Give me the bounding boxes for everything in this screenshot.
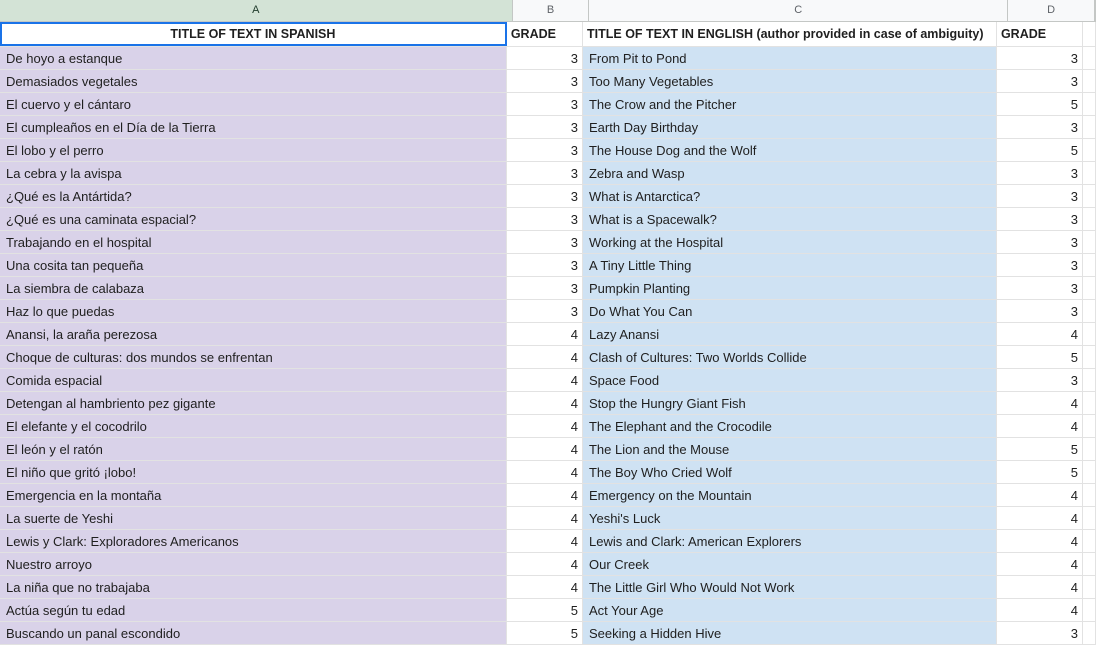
cell-empty[interactable]	[1083, 484, 1096, 506]
table-row	[0, 576, 1096, 599]
cell-spanish-title[interactable]: Trabajando en el hospital	[0, 231, 507, 253]
cell-spanish-title[interactable]: De hoyo a estanque	[0, 47, 507, 69]
table-row	[0, 346, 1096, 369]
cell-english-title[interactable]: What is a Spacewalk?	[583, 208, 997, 230]
cell-spanish-title[interactable]: Detengan al hambriento pez gigante	[0, 392, 507, 414]
cell-english-title[interactable]: Too Many Vegetables	[583, 70, 997, 92]
cell-empty[interactable]	[1083, 47, 1096, 69]
cell-english-title[interactable]: Pumpkin Planting	[583, 277, 997, 299]
table-row	[0, 438, 1096, 461]
cell-spanish-grade[interactable]: 4	[507, 323, 583, 345]
cell-english-title[interactable]: A Tiny Little Thing	[583, 254, 997, 276]
cell-grid	[0, 22, 1096, 645]
cell-english-grade[interactable]: 3	[997, 162, 1083, 184]
cell-english-title[interactable]: The Lion and the Mouse	[583, 438, 997, 460]
table-row	[0, 277, 1096, 300]
cell-english-title[interactable]: What is Antarctica?	[583, 185, 997, 207]
cell-english-title[interactable]: Lazy Anansi	[583, 323, 997, 345]
cell-spanish-grade[interactable]: 3	[507, 231, 583, 253]
table-row	[0, 254, 1096, 277]
table-row	[0, 139, 1096, 162]
cell-empty[interactable]	[1083, 254, 1096, 276]
cell-english-title[interactable]: Lewis and Clark: American Explorers	[583, 530, 997, 552]
cell-spanish-title[interactable]: Lewis y Clark: Exploradores Americanos	[0, 530, 507, 552]
cell-spanish-title[interactable]: El león y el ratón	[0, 438, 507, 460]
table-row	[0, 231, 1096, 254]
cell-english-grade[interactable]: 3	[997, 254, 1083, 276]
cell-empty[interactable]	[1083, 70, 1096, 92]
cell-spanish-grade[interactable]: 3	[507, 116, 583, 138]
cell-english-grade[interactable]: 5	[997, 438, 1083, 460]
cell-spanish-grade[interactable]: 4	[507, 438, 583, 460]
cell-spanish-title[interactable]: El cumpleaños en el Día de la Tierra	[0, 116, 507, 138]
cell-english-title[interactable]: The Little Girl Who Would Not Work	[583, 576, 997, 598]
cell-english-grade[interactable]: 4	[997, 553, 1083, 575]
cell-spanish-grade[interactable]: 3	[507, 208, 583, 230]
cell-empty[interactable]	[1083, 461, 1096, 483]
column-header-c[interactable]: C	[589, 0, 1008, 21]
cell-spanish-title[interactable]: Comida espacial	[0, 369, 507, 391]
cell-spanish-title[interactable]: La suerte de Yeshi	[0, 507, 507, 529]
cell-spanish-grade[interactable]: 4	[507, 507, 583, 529]
cell-spanish-grade[interactable]: 4	[507, 415, 583, 437]
cell-spanish-title[interactable]: El niño que gritó ¡lobo!	[0, 461, 507, 483]
cell-english-grade[interactable]: 3	[997, 116, 1083, 138]
cell-english-grade[interactable]: 4	[997, 415, 1083, 437]
cell-english-title[interactable]: The Crow and the Pitcher	[583, 93, 997, 115]
cell-empty[interactable]	[1083, 139, 1096, 161]
cell-spanish-title[interactable]: El lobo y el perro	[0, 139, 507, 161]
cell-spanish-grade[interactable]: 3	[507, 93, 583, 115]
table-row	[0, 208, 1096, 231]
cell-spanish-title[interactable]: La niña que no trabajaba	[0, 576, 507, 598]
cell-spanish-grade[interactable]: 3	[507, 162, 583, 184]
cell-english-title[interactable]: Earth Day Birthday	[583, 116, 997, 138]
cell-english-grade[interactable]: 3	[997, 622, 1083, 644]
cell-english-title[interactable]: Clash of Cultures: Two Worlds Collide	[583, 346, 997, 368]
cell-english-title[interactable]: Our Creek	[583, 553, 997, 575]
cell-spanish-title[interactable]: Actúa según tu edad	[0, 599, 507, 621]
cell-empty[interactable]	[1083, 346, 1096, 368]
cell-empty[interactable]	[1083, 277, 1096, 299]
header-row	[0, 22, 1096, 47]
cell-english-grade[interactable]: 4	[997, 507, 1083, 529]
cell-english-grade[interactable]: 4	[997, 530, 1083, 552]
cell-d1-grade-header[interactable]: GRADE	[997, 22, 1083, 46]
table-row	[0, 415, 1096, 438]
cell-empty[interactable]	[1083, 208, 1096, 230]
cell-english-title[interactable]: Stop the Hungry Giant Fish	[583, 392, 997, 414]
cell-empty[interactable]	[1083, 185, 1096, 207]
table-row	[0, 116, 1096, 139]
cell-spanish-title[interactable]: Nuestro arroyo	[0, 553, 507, 575]
cell-spanish-title[interactable]: Una cosita tan pequeña	[0, 254, 507, 276]
cell-spanish-title[interactable]: El elefante y el cocodrilo	[0, 415, 507, 437]
cell-spanish-grade[interactable]: 4	[507, 553, 583, 575]
cell-spanish-grade[interactable]: 5	[507, 622, 583, 644]
cell-english-grade[interactable]: 3	[997, 47, 1083, 69]
cell-empty[interactable]	[1083, 415, 1096, 437]
cell-english-grade[interactable]: 3	[997, 231, 1083, 253]
cell-english-grade[interactable]: 4	[997, 323, 1083, 345]
cell-english-grade[interactable]: 3	[997, 185, 1083, 207]
column-header-bar	[0, 0, 1096, 22]
cell-spanish-title[interactable]: Buscando un panal escondido	[0, 622, 507, 644]
cell-spanish-grade[interactable]: 4	[507, 392, 583, 414]
table-row	[0, 530, 1096, 553]
cell-spanish-grade[interactable]: 3	[507, 70, 583, 92]
table-row	[0, 300, 1096, 323]
cell-spanish-grade[interactable]: 4	[507, 346, 583, 368]
table-row	[0, 185, 1096, 208]
cell-spanish-grade[interactable]: 3	[507, 139, 583, 161]
cell-empty[interactable]	[1083, 93, 1096, 115]
cell-spanish-grade[interactable]: 5	[507, 599, 583, 621]
cell-spanish-grade[interactable]: 3	[507, 300, 583, 322]
cell-english-grade[interactable]: 3	[997, 300, 1083, 322]
cell-english-grade[interactable]: 3	[997, 208, 1083, 230]
cell-english-grade[interactable]: 4	[997, 599, 1083, 621]
table-row	[0, 369, 1096, 392]
cell-english-title[interactable]: Space Food	[583, 369, 997, 391]
cell-spanish-title[interactable]: Haz lo que puedas	[0, 300, 507, 322]
cell-c1-english-title-header[interactable]: TITLE OF TEXT IN ENGLISH (author provided in case of ambiguity)	[583, 22, 997, 46]
column-header-b[interactable]: B	[513, 0, 590, 21]
table-row	[0, 507, 1096, 530]
table-row	[0, 93, 1096, 116]
cell-spanish-title[interactable]: El cuervo y el cántaro	[0, 93, 507, 115]
table-row	[0, 392, 1096, 415]
cell-empty[interactable]	[1083, 392, 1096, 414]
cell-english-grade[interactable]: 4	[997, 484, 1083, 506]
cell-spanish-title[interactable]: La siembra de calabaza	[0, 277, 507, 299]
cell-english-title[interactable]: Yeshi's Luck	[583, 507, 997, 529]
cell-english-grade[interactable]: 3	[997, 277, 1083, 299]
table-row	[0, 162, 1096, 185]
cell-english-title[interactable]: Zebra and Wasp	[583, 162, 997, 184]
cell-e1[interactable]	[1083, 22, 1096, 46]
cell-english-title[interactable]: The Boy Who Cried Wolf	[583, 461, 997, 483]
cell-empty[interactable]	[1083, 116, 1096, 138]
cell-english-grade[interactable]: 5	[997, 346, 1083, 368]
table-row	[0, 70, 1096, 93]
cell-empty[interactable]	[1083, 162, 1096, 184]
cell-english-title[interactable]: Seeking a Hidden Hive	[583, 622, 997, 644]
cell-english-grade[interactable]: 5	[997, 93, 1083, 115]
cell-spanish-grade[interactable]: 3	[507, 277, 583, 299]
cell-english-grade[interactable]: 4	[997, 392, 1083, 414]
cell-b1-grade-header[interactable]: GRADE	[507, 22, 583, 46]
table-row	[0, 323, 1096, 346]
table-row	[0, 553, 1096, 576]
table-row	[0, 622, 1096, 645]
cell-spanish-title[interactable]: Anansi, la araña perezosa	[0, 323, 507, 345]
cell-spanish-title[interactable]: Choque de culturas: dos mundos se enfrentan	[0, 346, 507, 368]
cell-empty[interactable]	[1083, 231, 1096, 253]
cell-a1-spanish-title-header[interactable]: TITLE OF TEXT IN SPANISH	[0, 22, 507, 46]
cell-empty[interactable]	[1083, 507, 1096, 529]
table-row	[0, 47, 1096, 70]
table-row	[0, 461, 1096, 484]
cell-empty[interactable]	[1083, 553, 1096, 575]
cell-spanish-grade[interactable]: 4	[507, 461, 583, 483]
cell-english-title[interactable]: Emergency on the Mountain	[583, 484, 997, 506]
cell-english-title[interactable]: Act Your Age	[583, 599, 997, 621]
cell-spanish-grade[interactable]: 3	[507, 47, 583, 69]
cell-spanish-title[interactable]: Emergencia en la montaña	[0, 484, 507, 506]
cell-english-title[interactable]: The House Dog and the Wolf	[583, 139, 997, 161]
cell-english-grade[interactable]: 3	[997, 369, 1083, 391]
cell-english-title[interactable]: Do What You Can	[583, 300, 997, 322]
cell-english-grade[interactable]: 3	[997, 70, 1083, 92]
cell-spanish-title[interactable]: ¿Qué es la Antártida?	[0, 185, 507, 207]
cell-spanish-grade[interactable]: 4	[507, 369, 583, 391]
cell-spanish-grade[interactable]: 4	[507, 484, 583, 506]
cell-english-grade[interactable]: 5	[997, 461, 1083, 483]
cell-empty[interactable]	[1083, 300, 1096, 322]
cell-spanish-title[interactable]: Demasiados vegetales	[0, 70, 507, 92]
cell-empty[interactable]	[1083, 622, 1096, 644]
cell-english-grade[interactable]: 4	[997, 576, 1083, 598]
column-header-d[interactable]: D	[1008, 0, 1095, 21]
cell-empty[interactable]	[1083, 530, 1096, 552]
cell-spanish-grade[interactable]: 4	[507, 576, 583, 598]
cell-spanish-grade[interactable]: 4	[507, 530, 583, 552]
table-row	[0, 484, 1096, 507]
cell-english-title[interactable]: From Pit to Pond	[583, 47, 997, 69]
cell-empty[interactable]	[1083, 576, 1096, 598]
table-row	[0, 599, 1096, 622]
cell-spanish-title[interactable]: ¿Qué es una caminata espacial?	[0, 208, 507, 230]
cell-empty[interactable]	[1083, 599, 1096, 621]
column-header-a[interactable]: A	[0, 0, 513, 21]
cell-empty[interactable]	[1083, 438, 1096, 460]
cell-english-title[interactable]: The Elephant and the Crocodile	[583, 415, 997, 437]
cell-english-grade[interactable]: 5	[997, 139, 1083, 161]
cell-empty[interactable]	[1083, 323, 1096, 345]
cell-english-title[interactable]: Working at the Hospital	[583, 231, 997, 253]
cell-empty[interactable]	[1083, 369, 1096, 391]
cell-spanish-grade[interactable]: 3	[507, 185, 583, 207]
cell-spanish-grade[interactable]: 3	[507, 254, 583, 276]
cell-spanish-title[interactable]: La cebra y la avispa	[0, 162, 507, 184]
